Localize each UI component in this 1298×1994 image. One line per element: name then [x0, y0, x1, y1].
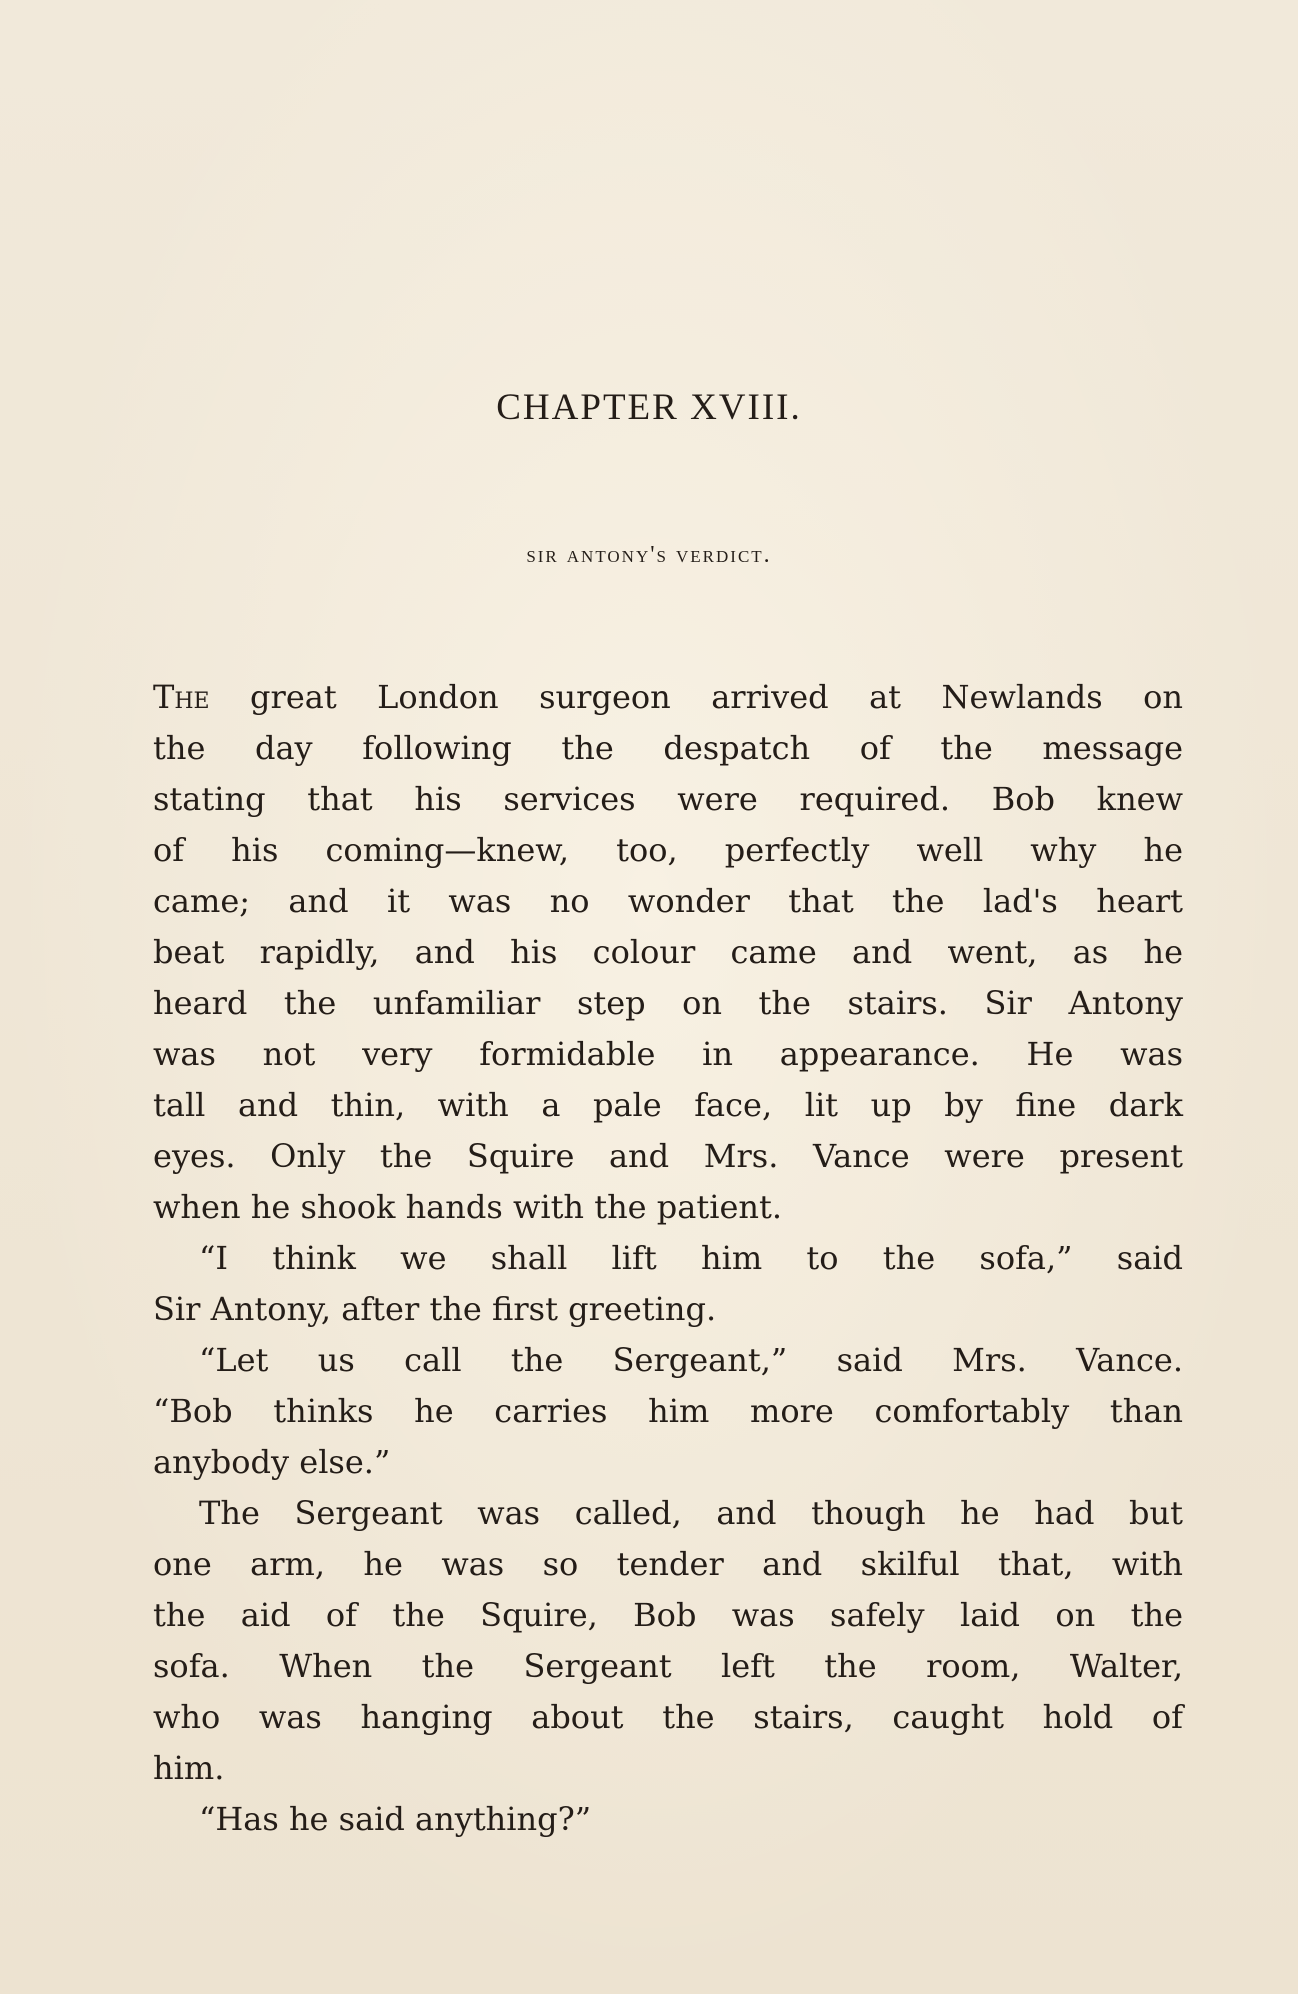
drop-lead-word: The [153, 678, 210, 716]
chapter-title: CHAPTER XVIII. [496, 387, 802, 428]
text-line: tall and thin, with a pale face, lit up by fine dark [153, 1086, 1183, 1124]
text-line: who was hanging about the stairs, caught hold of [153, 1698, 1183, 1736]
text-line [153, 672, 1183, 723]
text-line: “Has he said anything?” [199, 1800, 592, 1838]
text-line: one arm, he was so tender and skilful that, with [153, 1545, 1183, 1583]
text-line: The Sergeant was called, and though he had but [199, 1494, 1183, 1532]
text-line: Sir Antony, after the first greeting. [153, 1290, 717, 1328]
body-text [153, 672, 1183, 1845]
text-line: “Bob thinks he carries him more comfortably than [153, 1392, 1183, 1430]
text-line: beat rapidly, and his colour came and went, as he [153, 933, 1183, 971]
chapter-subtitle: sir antony's verdict. [526, 542, 772, 568]
text-line: eyes. Only the Squire and Mrs. Vance were present [153, 1137, 1183, 1175]
line-text: great London surgeon arrived at Newlands on [209, 678, 1183, 716]
text-line: him. [153, 1749, 225, 1787]
text-line: “I think we shall lift him to the sofa,” said [199, 1239, 1183, 1277]
text-line: the day following the despatch of the message [153, 729, 1183, 767]
text-line: stating that his services were required. Bob knew [153, 780, 1183, 818]
text-line: of his coming—knew, too, perfectly well why he [153, 831, 1183, 869]
text-line: sofa. When the Sergeant left the room, Walter, [153, 1647, 1183, 1685]
text-line: the aid of the Squire, Bob was safely laid on the [153, 1596, 1183, 1634]
text-line: heard the unfamiliar step on the stairs. Sir Antony [153, 984, 1183, 1022]
text-line: “Let us call the Sergeant,” said Mrs. Vance. [199, 1341, 1183, 1379]
text-line: when he shook hands with the patient. [153, 1188, 783, 1226]
text-line: was not very formidable in appearance. He was [153, 1035, 1183, 1073]
text-line: came; and it was no wonder that the lad's heart [153, 882, 1183, 920]
text-line: anybody else.” [153, 1443, 391, 1481]
